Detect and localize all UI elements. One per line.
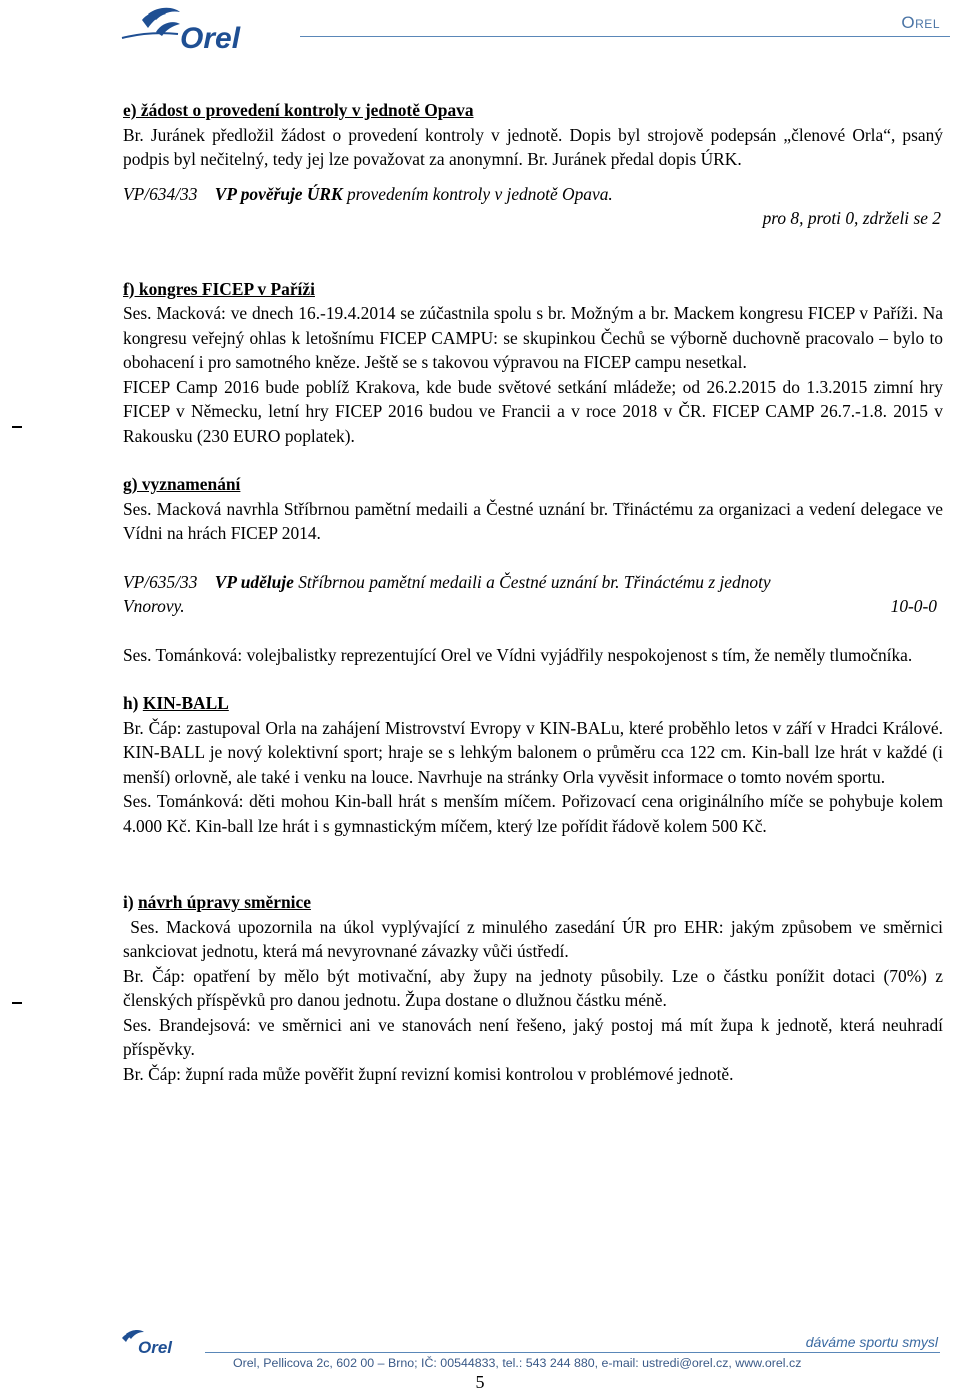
section-i-paragraph-2: Br. Čáp: opatření by mělo být motivační, aby župy na jednoty působily. Lze o částku ponížit dotaci (70%) z členských příspěvků pro danou jednotu. Župa dostane o dlužnou částku méně.: [123, 965, 943, 1010]
section-i-heading: [123, 890, 943, 915]
section-e-paragraph: Br. Juránek předložil žádost o provedení kontroly v jednotě. Dopis byl strojově podepsán „členové Orla“, psaný podpis byl nečitelný, tedy jej lze považovat za anonymní. Br. Juránek předal dopis ÚRK.: [123, 124, 943, 169]
section-f-heading: f) kongres FICEP v Paříži: [123, 278, 315, 299]
orel-logo: [118, 4, 273, 54]
resolution-635: [123, 570, 943, 595]
margin-mark: [12, 1002, 22, 1004]
section-h-paragraph-1: Br. Čáp: zastupoval Orla na zahájení Mistrovství Evropy v KIN-BALu, které proběhlo letos v září v Hradci Králové. KIN-BALL je nový kolektivní sport; hraje se s lehkým balonem o průměru cca 122 cm. Kin-ball lze hrát v každé (i menší) orlovně, ale také i venku na louce. Navrhuje na stránky Orla vyvěsit informace o tomto novém sportu.: [123, 717, 943, 787]
resolution-number: VP/634/33: [123, 183, 198, 204]
section-g-heading: g) vyznamenání: [123, 474, 241, 494]
heading-prefix: h): [123, 693, 143, 713]
resolution-text: provedením kontroly v jednotě Opava.: [342, 183, 613, 204]
vote-result: pro 8, proti 0, zdrželi se 2: [762, 208, 941, 228]
heading-title: návrh úpravy směrnice: [137, 892, 311, 912]
footer-rule: [205, 1352, 940, 1353]
section-e-heading: e) žádost o provedení kontroly v jednotě Opava: [123, 100, 474, 120]
section-f-paragraph-1: Ses. Macková: ve dnech 16.-19.4.2014 se zúčastnila spolu s br. Možným a br. Mackem kongresu FICEP v Paříži. Na kongresu veřejný ohlas k letošnímu FICEP CAMPU: se skupinkou Čechů se výborně duchovně pracovalo – bylo to obohacení i pro samotného kněze. Ještě se s takovou výpravou na FICEP campu nesetkal.: [123, 303, 943, 372]
resolution-number: VP/635/33: [123, 571, 198, 592]
resolution-text-continued: Vnorovy.: [123, 596, 185, 616]
document-body: [123, 98, 948, 1086]
section-i-paragraph-1: Ses. Macková upozornila na úkol vyplývající z minulého zasedání ÚR pro EHR: jakým způsobem ve směrnici sankciovat jednotu, která má nevyrovnané závazky vůči ústředí.: [123, 916, 948, 961]
resolution-text: Stříbrnou pamětní medaili a Čestné uznání br. Třináctému z jednoty: [293, 571, 771, 592]
heading-prefix: i): [123, 892, 138, 912]
orel-footer-logo: [118, 1328, 192, 1356]
section-i-paragraph-4: Br. Čáp: župní rada může pověřit župní revizní komisi kontrolou v problémové jednotě.: [123, 1063, 734, 1084]
resolution-634: [123, 182, 943, 207]
header-title-text: Orel: [901, 13, 940, 32]
section-h-heading: [123, 691, 943, 716]
header-rule: [300, 36, 950, 37]
vote-result: 10-0-0: [890, 596, 937, 616]
page-number: 5: [475, 1372, 485, 1392]
section-f-paragraph-2: FICEP Camp 2016 bude poblíž Krakova, kde bude světové setkání mládeže; od 26.2.2015 do 1.3.2015 zimní hry FICEP v Německu, letní hry FICEP 2016 budou ve Francii a v roce 2018 v ČR. FICEP CAMP 26.7.-1.8. 2015 v Rakousku (230 EURO poplatek).: [123, 376, 943, 446]
footer-address: Orel, Pellicova 2c, 602 00 – Brno; IČ: 00544833, tel.: 543 244 880, e-mail: ustredi@orel.cz, www.orel.cz: [233, 1356, 802, 1370]
svg-text:Orel: Orel: [138, 1338, 173, 1356]
page-header: [0, 0, 960, 60]
resolution-635-line2: [123, 594, 943, 619]
section-g-paragraph: Ses. Macková navrhla Stříbrnou pamětní medaili a Čestné uznání br. Třináctému za organizaci a vedení delegace ve Vídni na hrách FICEP 2014.: [123, 498, 943, 543]
heading-title: KIN-BALL: [142, 693, 229, 713]
margin-mark: [12, 426, 22, 428]
section-g-paragraph-2: Ses. Tománková: volejbalistky reprezentující Orel ve Vídni vyjádřily nespokojenost s tím, že neměly tlumočníka.: [123, 644, 913, 665]
section-h-paragraph-2: Ses. Tománková: děti mohou Kin-ball hrát s menším míčem. Pořizovací cena originálního míče se pohybuje kolem 4.000 Kč. Kin-ball lze hrát i s gymnastickým míčem, který lze pořídit řádově kolem 500 Kč.: [123, 791, 943, 836]
header-title: [901, 13, 940, 33]
resolution-verb: VP pověřuje ÚRK: [214, 183, 343, 204]
slogan: dáváme sportu smysl: [805, 1334, 938, 1350]
svg-text:Orel: Orel: [180, 22, 241, 54]
section-i-paragraph-3: Ses. Brandejsová: ve směrnici ani ve stanovách není řešeno, jaký postoj má mít župa k jednotě, která neuhradí příspěvky.: [123, 1014, 943, 1059]
resolution-verb: VP uděluje: [214, 571, 294, 592]
